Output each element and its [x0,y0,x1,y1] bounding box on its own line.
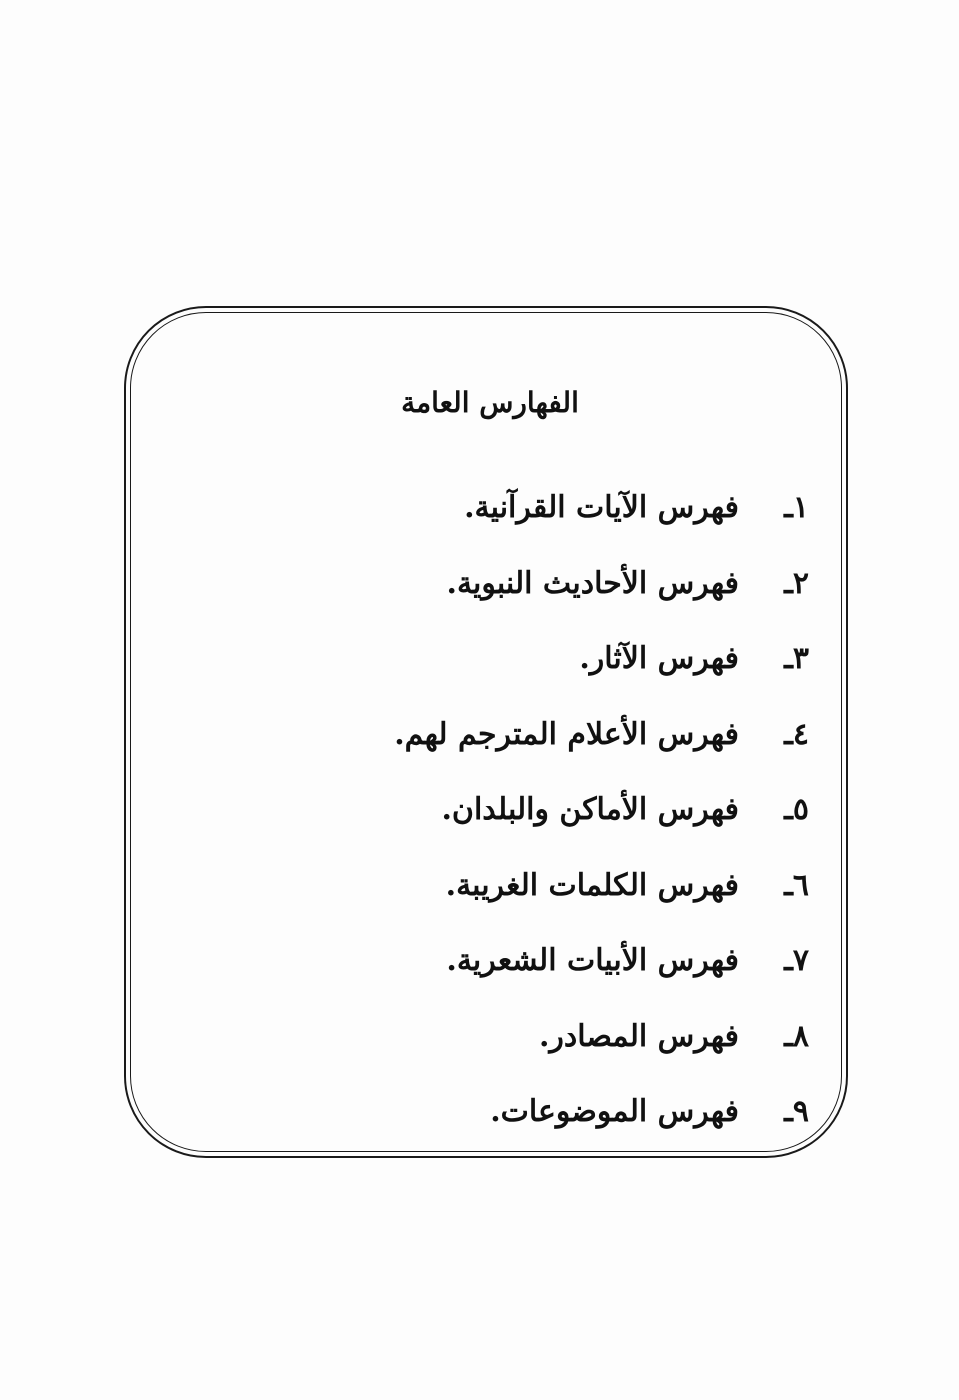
entry-number: ١ـ [784,490,809,526]
list-item [289,621,809,697]
page-title: الفهارس العامة [401,386,579,419]
list-item [289,470,809,546]
entry-label: فهرس الأعلام المترجم لهم. [394,716,739,752]
entry-label: فهرس الآثار. [579,641,739,677]
list-item [289,848,809,924]
entry-number: ٦ـ [784,867,809,903]
entry-number: ٤ـ [784,716,809,752]
entry-label: فهرس المصادر. [538,1018,739,1054]
entry-label: فهرس الأبيات الشعرية. [446,943,739,979]
entry-number: ٣ـ [784,641,809,677]
index-list [289,470,809,1150]
list-item [289,697,809,773]
entry-number: ٨ـ [784,1018,809,1054]
list-item [289,546,809,622]
list-item [289,923,809,999]
entry-label: فهرس الكلمات الغريبة. [445,867,739,903]
entry-number: ٥ـ [784,792,809,828]
entry-label: فهرس الأماكن والبلدان. [441,792,739,828]
list-item [289,772,809,848]
entry-label: فهرس الآيات القرآنية. [464,490,739,526]
list-item [289,999,809,1075]
entry-number: ٩ـ [784,1094,809,1130]
entry-number: ٧ـ [784,943,809,979]
entry-number: ٢ـ [784,565,809,601]
entry-label: فهرس الموضوعات. [490,1094,739,1130]
list-item [289,1074,809,1150]
entry-label: فهرس الأحاديث النبوية. [446,565,739,601]
